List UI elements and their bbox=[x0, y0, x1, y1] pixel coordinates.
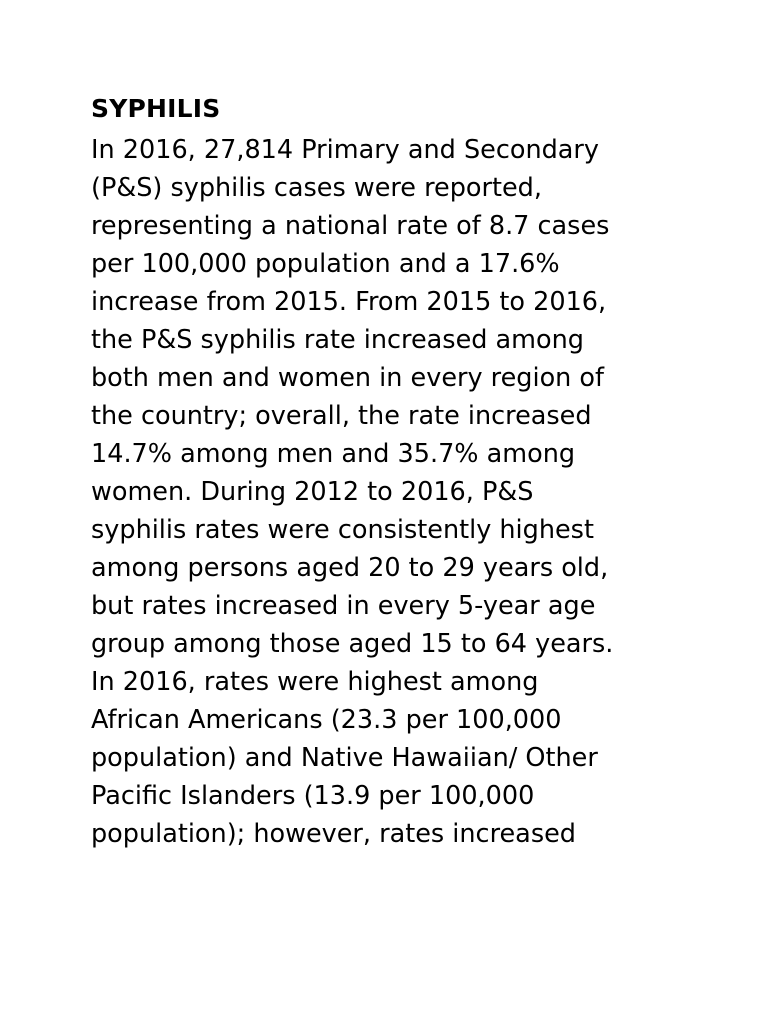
paragraph-line: the country; overall, the rate increased bbox=[91, 401, 592, 431]
paragraph-line: Pacific Islanders (13.9 per 100,000 bbox=[91, 781, 535, 811]
paragraph-line: the P&S syphilis rate increased among bbox=[91, 325, 584, 355]
paragraph-line: population); however, rates increased bbox=[91, 819, 576, 849]
document-page bbox=[91, 92, 691, 853]
paragraph-line: population) and Native Hawaiian/ Other bbox=[91, 743, 598, 773]
paragraph-line: women. During 2012 to 2016, P&S bbox=[91, 477, 534, 507]
paragraph-line: African Americans (23.3 per 100,000 bbox=[91, 705, 562, 735]
paragraph-line: syphilis rates were consistently highest bbox=[91, 515, 594, 545]
paragraph-line: representing a national rate of 8.7 cases bbox=[91, 211, 610, 241]
paragraph-line: In 2016, rates were highest among bbox=[91, 667, 539, 697]
paragraph-line: increase from 2015. From 2015 to 2016, bbox=[91, 287, 607, 317]
paragraph-line: group among those aged 15 to 64 years. bbox=[91, 629, 614, 659]
paragraph-line: per 100,000 population and a 17.6% bbox=[91, 249, 560, 279]
paragraph-line: both men and women in every region of bbox=[91, 363, 605, 393]
paragraph-line: 14.7% among men and 35.7% among bbox=[91, 439, 576, 469]
paragraph-line: In 2016, 27,814 Primary and Secondary bbox=[91, 135, 599, 165]
paragraph-line: but rates increased in every 5-year age bbox=[91, 591, 596, 621]
paragraph-line: (P&S) syphilis cases were reported, bbox=[91, 173, 542, 203]
section-heading: SYPHILIS bbox=[91, 94, 221, 123]
body-paragraph bbox=[91, 131, 691, 853]
paragraph-line: among persons aged 20 to 29 years old, bbox=[91, 553, 609, 583]
